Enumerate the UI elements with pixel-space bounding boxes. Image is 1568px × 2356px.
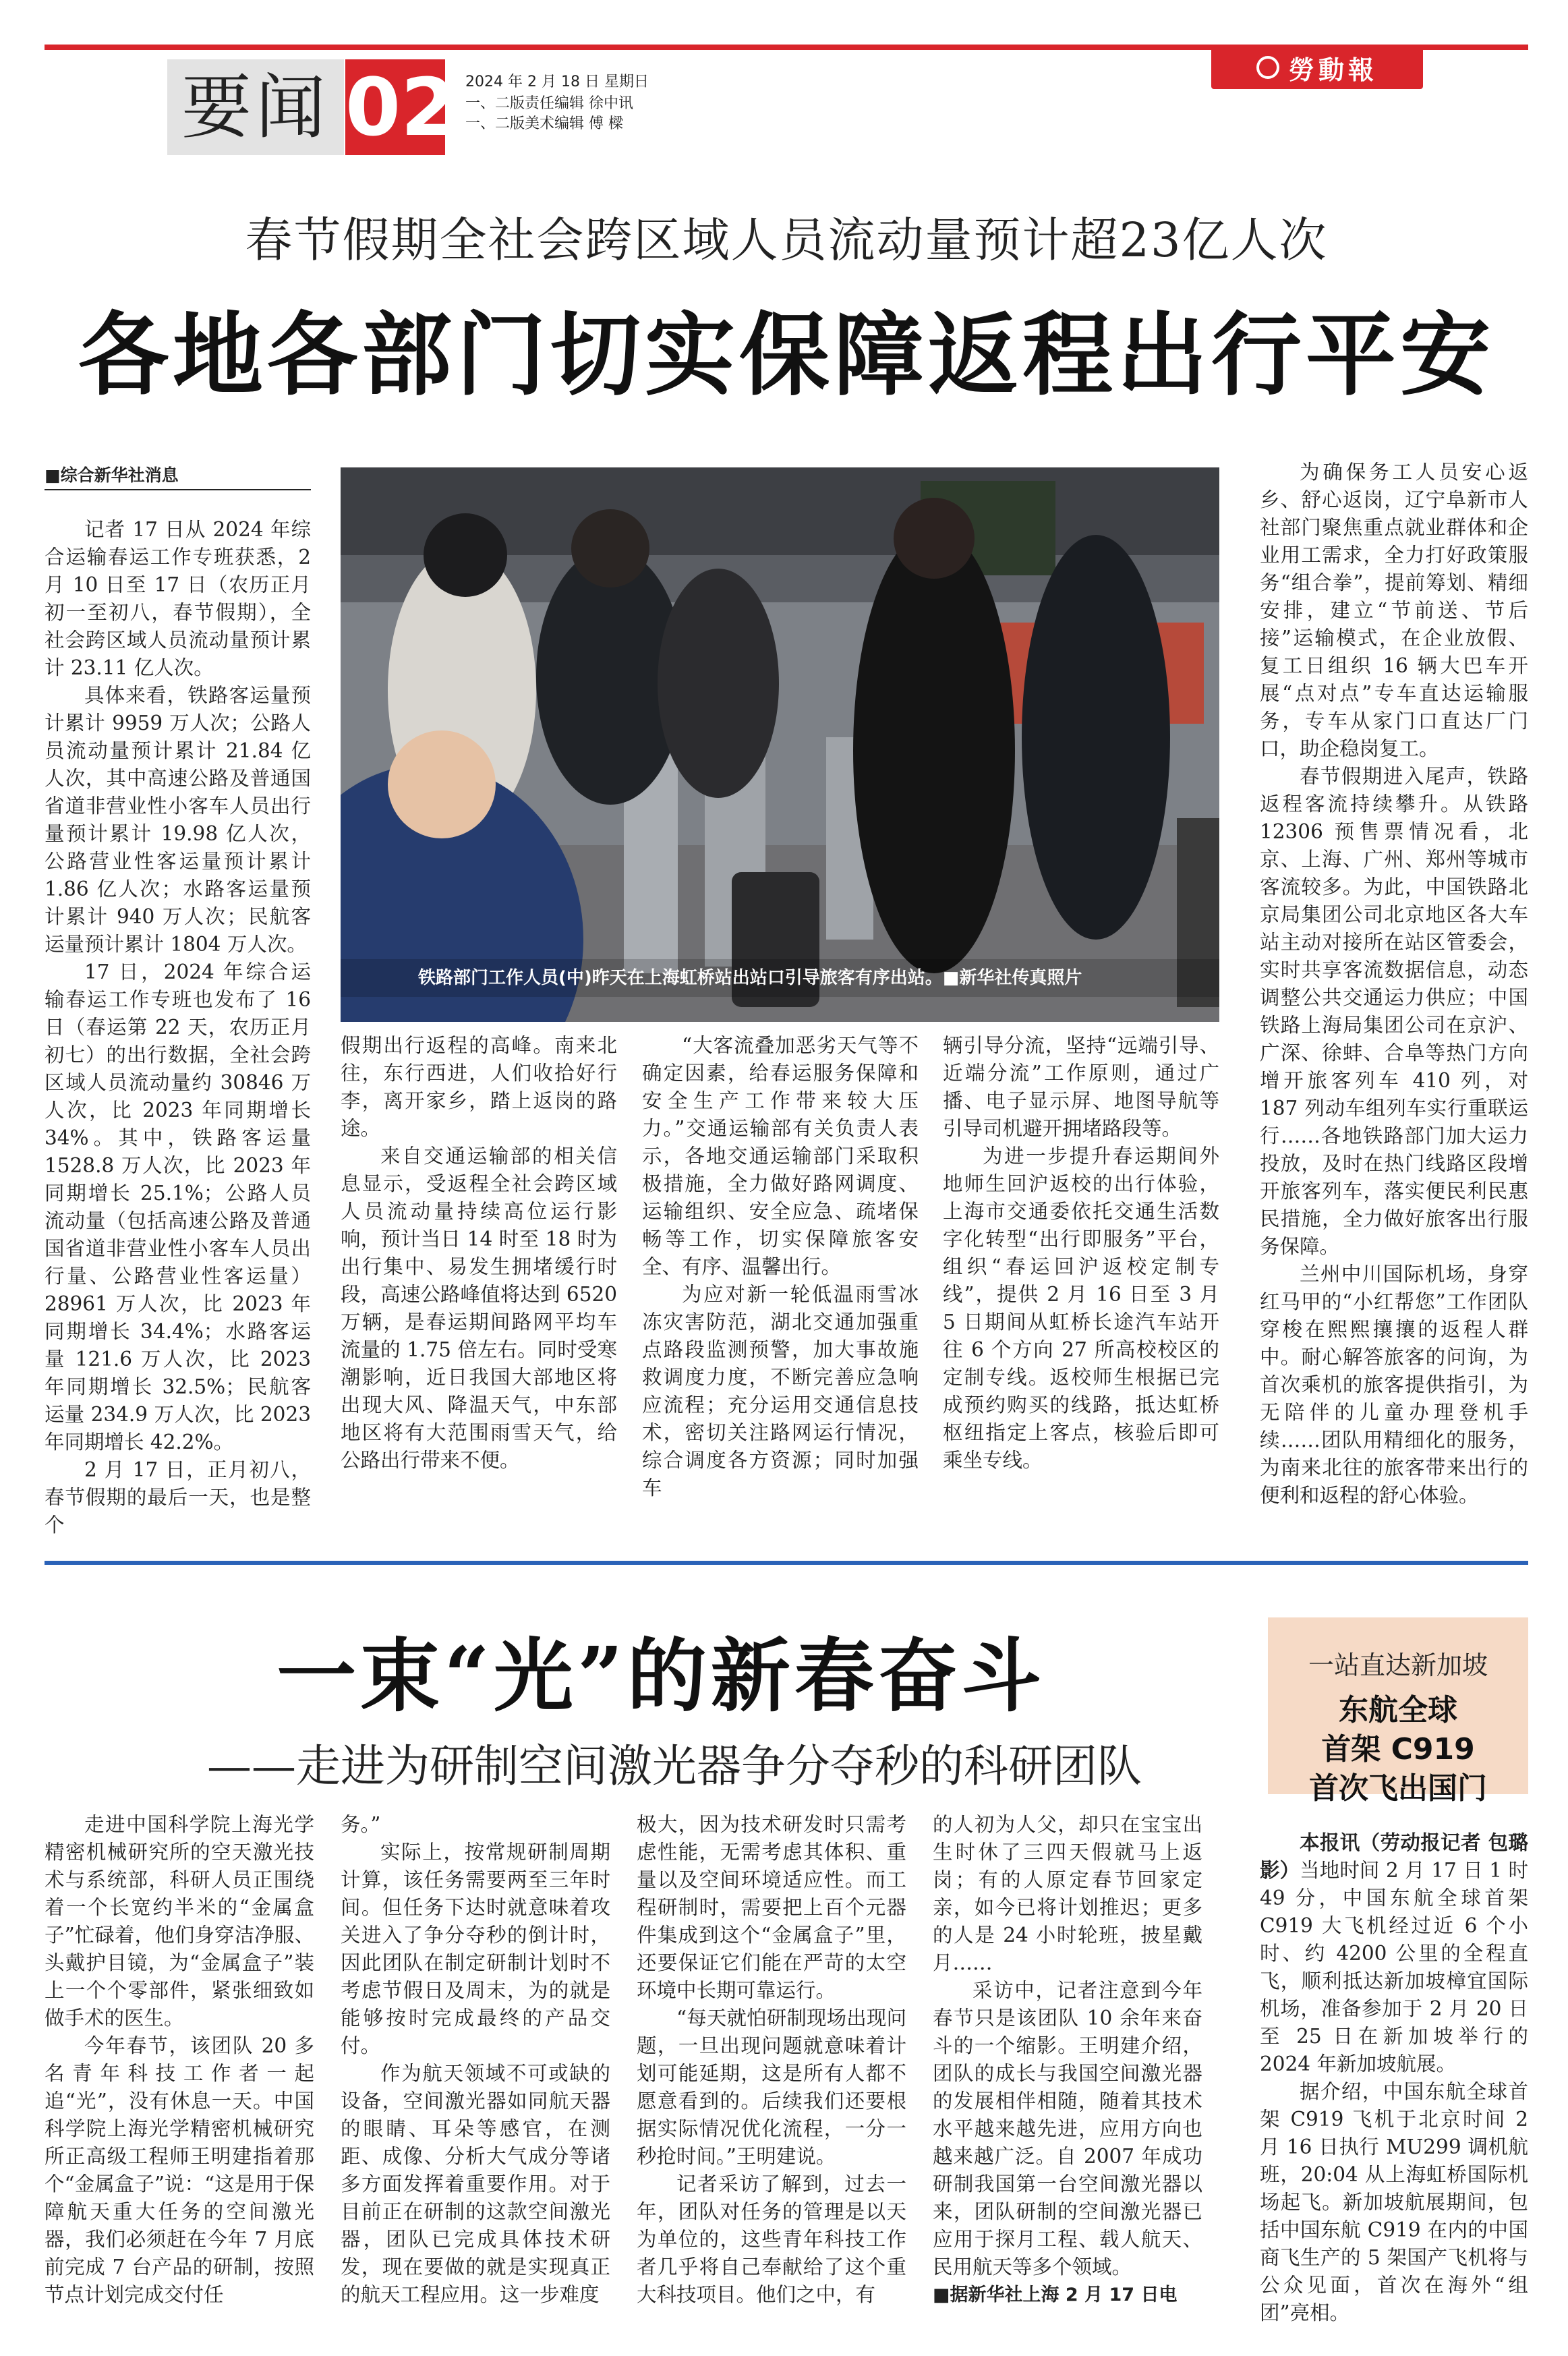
story1-column-1 — [45, 516, 311, 1539]
editor-credit: 一、二版责任编辑 徐中讯 — [465, 95, 633, 112]
dateline: ■据新华社上海 2 月 17 日电 — [933, 2285, 1178, 2305]
paragraph: 兰州中川国际机场，身穿红马甲的“小红帮您”工作团队穿梭在熙熙攘攘的返程人群中。耐心解答旅客的问询，为首次乘机的旅客提供指引，为无陪伴的儿童办理登机手续……团队用精细化的服务，为南来北往的旅客带来出行的便利和返程的舒心体验。 — [1260, 1263, 1528, 1507]
paragraph: 作为航天领域不可或缺的设备，空间激光器如同航天器的眼睛、耳朵等感官，在测距、成像、分析大气成分等诸多方面发挥着重要作用。对于目前正在研制的这款空间激光器，团队已完成具体技术研发，现在要做的就是实现真正的航天工程应用。这一步难度 — [341, 2062, 610, 2306]
headline-line: 东航全球 — [1339, 1693, 1457, 1727]
page-number: 02 — [345, 61, 457, 154]
paragraph: “每天就怕研制现场出现问题，一旦出现问题就意味着计划可能延期，这是所有人都不愿意看到的。后续我们还要根据实际情况优化流程，一分一秒抢时间。”王明建说。 — [637, 2007, 906, 2168]
section-name: 要闻 — [167, 59, 344, 155]
headline-line: 首架 C919 — [1321, 1732, 1475, 1766]
story2-title: 一束“光”的新春奋斗 — [277, 1629, 1045, 1723]
logo-icon — [1256, 56, 1279, 79]
story3-headline-box — [1268, 1617, 1528, 1806]
story3-byline-lead: 本报讯 — [1300, 1831, 1360, 1854]
paragraph: 的人初为人父，却只在宝宝出生时休了三四天假就马上返岗；有的人原定春节回家定亲，如今已将计划推迟；更多的人是 24 小时轮班，披星戴月…… — [933, 1813, 1202, 1974]
story3-body — [1260, 1829, 1528, 2327]
paragraph: 当地时间 2 月 17 日 1 时 49 分，中国东航全球首架 C919 大飞机经过近 6 个小时、约 4200 公里的全程直飞，顺利抵达新加坡樟宜国际机场，准备参加于 2 月 20 日至 25 日在新加坡举行的 2024 年新加坡航展。 — [1260, 1859, 1528, 2075]
news-photo — [341, 467, 1219, 1022]
story2-column-4 — [933, 1811, 1202, 2309]
newspaper-logo — [1211, 46, 1423, 89]
story1-headline: 各地各部门切实保障返程出行平安 — [78, 301, 1494, 408]
paragraph: 记者采访了解到，过去一年，团队对任务的管理是以天为单位的，这些青年科技工作者几乎将自己奉献给了这个重大科技项目。他们之中，有 — [637, 2173, 906, 2306]
paragraph: 走进中国科学院上海光学精密机械研究所的空天激光技术与系统部，科研人员正围绕着一个长宽约半米的“金属盒子”忙碌着，他们身穿洁净服、头戴护目镜，为“金属盒子”装上一个个零部件，紧张细致如做手术的医生。 — [45, 1813, 314, 2030]
story2-column-2 — [341, 1811, 610, 2309]
paragraph: 来自交通运输部的相关信息显示，受返程全社会跨区域人员流动量持续高位运行影响，预计当日 14 时至 18 时为出行集中、易发生拥堵缓行时段，高速公路峰值将达到 6520 万辆，是春运期间路网平均车流量的 1.75 倍左右。同时受寒潮影响，近日我国大部地区将出现大风、降温天气，中东部地区将有大范围雨雪天气，给公路出行带来不便。 — [341, 1145, 617, 1472]
paragraph: 假期出行返程的高峰。南来北往，东行西进，人们收拾好行李，离开家乡，踏上返岗的路途。 — [341, 1034, 617, 1140]
issue-date: 2024 年 2 月 18 日 星期日 — [465, 74, 649, 90]
story3-headline — [1268, 1691, 1528, 1808]
paragraph: 为进一步提升春运期间外地师生回沪返校的出行体验，上海市交通委依托交通生活数字化转型“出行即服务”平台，组织“春运回沪返校定制专线”，提供 2 月 16 日至 3 月 5 日期间从虹桥长途汽车站开往 6 个方向 27 所高校校区的定制专线。返校师生根据已完成预约购买的线路，抵达虹桥枢纽指定上客点，核验后即可乘坐专线。 — [943, 1145, 1219, 1472]
paragraph: 务。” — [341, 1813, 381, 1836]
logo-text: 勞動報 — [1288, 54, 1378, 85]
story3-kicker: 一站直达新加坡 — [1308, 1650, 1488, 1680]
story1-byline: ■综合新华社消息 — [45, 462, 311, 490]
story2-subtitle: ——走进为研制空间激光器争分夺秒的科研团队 — [207, 1740, 1142, 1792]
section-divider — [45, 1561, 1528, 1565]
paragraph: “大客流叠加恶劣天气等不确定因素，给春运服务保障和安全生产工作带来较大压力。”交通运输部有关负责人表示，各地交通运输部门采取积极措施，全力做好路网调度、运输组织、安全应急、疏堵保畅等工作，切实保障旅客安全、有序、温馨出行。 — [642, 1034, 919, 1278]
story1-column-4 — [943, 1032, 1219, 1474]
paragraph: 记者 17 日从 2024 年综合运输春运工作专班获悉，2 月 10 日至 17 日（农历正月初一至初八，春节假期），全社会跨区域人员流动量预计累计 23.11 亿人次。 — [45, 518, 311, 679]
paragraph: 采访中，记者注意到今年春节只是该团队 10 余年来奋斗的一个缩影。王明建介绍，团队的成长与我国空间激光器的发展相伴相随，随着其技术水平越来越先进，应用方向也越来越广泛。自 2007 年成功研制我国第一台空间激光器以来，团队研制的空间激光器已应用于探月工程、载人航天、民用航天等多个领域。 — [933, 1979, 1202, 2278]
paragraph: 极大，因为技术研发时只需考虑性能，无需考虑其体积、重量以及空间环境适应性。而工程研制时，需要把上百个元器件集成到这个“金属盒子”里，还要保证它们能在严苛的太空环境中长期可靠运行。 — [637, 1813, 906, 2002]
photo-caption: 铁路部门工作人员(中)昨天在上海虹桥站出站口引导旅客有序出站。■新华社传真照片 — [418, 968, 1082, 988]
paragraph: 为确保务工人员安心返乡、舒心返岗，辽宁阜新市人社部门聚焦重点就业群体和企业用工需求，全力打好政策服务“组合拳”，提前筹划、精细安排，建立“节前送、节后接”运输模式，在企业放假、复工日组织 16 辆大巴车开展“点对点”专车直达运输服务，专车从家门口直达厂门口，助企稳岗复工。 — [1260, 461, 1528, 760]
paragraph: 2 月 17 日，正月初八，春节假期的最后一天，也是整个 — [45, 1458, 311, 1536]
station-gate-photo — [341, 467, 1219, 1022]
paragraph: 17 日，2024 年综合运输春运工作专班也发布了 16 日（春运第 22 天，农历正月初七）的出行数据，全社会跨区域人员流动量约 30846 万人次，比 2023 年同期增长 34%。其中，铁路客运量 1528.8 万人次，比 2023 年同期增长 25.1%；公路人员流动量（包括高速公路及普通国省道非营业性小客车人员出行量、公路营业性客运量）28961 万人次，比 2023 年同期增长 34.4%；水路客运量 121.6 万人次，比 2023 年同期增长 32.5%；民航客运量 234.9 万人次，比 2023 年同期增长 42.2%。 — [45, 960, 311, 1454]
paragraph: 据介绍，中国东航全球首架 C919 飞机于北京时间 2 月 16 日执行 MU299 调机航班，20:04 从上海虹桥国际机场起飞。新加坡航展期间，包括中国东航 C919 在内的中国商飞生产的 5 架国产飞机将与公众见面，首次在海外“组团”亮相。 — [1260, 2080, 1528, 2324]
story2-column-3 — [637, 1811, 906, 2309]
story2-column-1 — [45, 1811, 314, 2309]
paragraph: 今年春节，该团队 20 多名青年科技工作者一起追“光”，没有休息一天。中国科学院上海光学精密机械研究所正高级工程师王明建指着那个“金属盒子”说：“这是用于保障航天重大任务的空间激光器，我们必须赶在今年 7 月底前完成 7 台产品的研制，按照节点计划完成交付任 — [45, 2034, 314, 2306]
story1-column-3 — [642, 1032, 919, 1502]
paragraph: 春节假期进入尾声，铁路返程客流持续攀升。从铁路 12306 预售票情况看，北京、上海、广州、郑州等城市客流较多。为此，中国铁路北京局集团公司北京地区各大车站主动对接所在站区管委会，实时共享客流数据信息，动态调整公共交通运力供应；中国铁路上海局集团公司在京沪、广深、徐蚌、合阜等热门方向增开旅客列车 410 列，对 187 列动车组列车实行重联运行……各地铁路部门加大运力投放，及时在热门线路区段增开旅客列车，落实便民利民惠民措施，全力做好旅客出行服务保障。 — [1260, 765, 1528, 1258]
story1-column-2 — [341, 1032, 617, 1474]
paragraph: 实际上，按常规研制周期计算，该任务需要两至三年时间。但任务下达时就意味着攻关进入了争分夺秒的倒计时，因此团队在制定研制计划时不考虑节假日及周末，为的就是能够按时完成最终的产品交付。 — [341, 1841, 610, 2057]
paragraph: 辆引导分流，坚持“远端引导、近端分流”工作原则，通过广播、电子显示屏、地图导航等引导司机避开拥堵路段等。 — [943, 1034, 1219, 1140]
paragraph: 具体来看，铁路客运量预计累计 9959 万人次；公路人员流动量预计累计 21.84 亿人次，其中高速公路及普通国省道非营业性小客车人员出行量预计累计 19.98 亿人次，公路营业性客运量预计累计 1.86 亿人次；水路客运量预计累计 940 万人次；民航客运量预计累计 1804 万人次。 — [45, 684, 311, 956]
headline-line: 首次飞出国门 — [1309, 1771, 1487, 1806]
story1-subhead: 春节假期全社会跨区域人员流动量预计超23亿人次 — [245, 212, 1328, 268]
paragraph: 为应对新一轮低温雨雪冰冻灾害防范，湖北交通加强重点路段监测预警，加大事故施救调度力度，不断完善应急响应流程；充分运用交通信息技术，密切关注路网运行情况，综合调度各方资源；同时加强车 — [642, 1283, 919, 1499]
story3-byline-author: （劳动报记者 包璐影） — [1260, 1831, 1528, 1882]
designer-credit: 一、二版美术编辑 傅 樑 — [465, 115, 623, 132]
story1-column-5 — [1260, 459, 1528, 1510]
